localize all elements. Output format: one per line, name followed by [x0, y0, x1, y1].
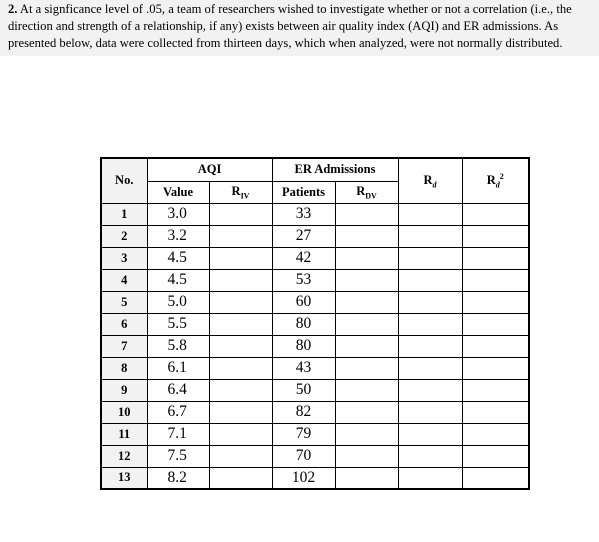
rd-squared-cell — [462, 401, 529, 423]
riv-cell — [209, 379, 272, 401]
rd-squared-cell — [462, 291, 529, 313]
header-riv: $R_{IV}$ — [209, 181, 272, 203]
aqi-value: 5.0 — [147, 291, 209, 313]
rdv-cell — [335, 269, 398, 291]
table-row — [101, 401, 529, 423]
riv-cell — [209, 401, 272, 423]
table-row — [101, 379, 529, 401]
problem-text: At a signficance level of .05, a team of researchers wished to investigate whether or not a correlation (i.e., the direction and strength of a relationship, if any) exists between air quality index (AQI) and ER admissions. As presented below, data were collected from thirteen days, which when analyzed, were not normally distributed. — [8, 2, 572, 50]
row-number: 4 — [101, 269, 147, 291]
rd-cell — [398, 247, 462, 269]
header-no: No. — [101, 158, 147, 203]
rd-cell — [398, 357, 462, 379]
riv-cell — [209, 291, 272, 313]
row-number: 7 — [101, 335, 147, 357]
rdv-cell — [335, 291, 398, 313]
aqi-value: 3.0 — [147, 203, 209, 225]
row-number: 1 — [101, 203, 147, 225]
aqi-value: 7.5 — [147, 445, 209, 467]
rd-squared-cell — [462, 203, 529, 225]
rdv-cell — [335, 423, 398, 445]
aqi-value: 6.1 — [147, 357, 209, 379]
rd-squared-cell — [462, 225, 529, 247]
patients-value: 60 — [272, 291, 335, 313]
rdv-cell — [335, 203, 398, 225]
riv-cell — [209, 313, 272, 335]
rdv-cell — [335, 401, 398, 423]
rd-cell — [398, 269, 462, 291]
rd-squared-cell — [462, 357, 529, 379]
rd-squared-cell — [462, 313, 529, 335]
rdv-cell — [335, 379, 398, 401]
row-number: 13 — [101, 467, 147, 489]
patients-value: 43 — [272, 357, 335, 379]
riv-cell — [209, 247, 272, 269]
riv-cell — [209, 445, 272, 467]
rdv-cell — [335, 357, 398, 379]
rdv-cell — [335, 247, 398, 269]
rd-squared-cell — [462, 269, 529, 291]
rd-squared-cell — [462, 467, 529, 489]
table-row — [101, 291, 529, 313]
header-aqi: AQI — [147, 158, 272, 181]
aqi-value: 8.2 — [147, 467, 209, 489]
row-number: 6 — [101, 313, 147, 335]
header-patients: Patients — [272, 181, 335, 203]
rd-squared-cell — [462, 379, 529, 401]
rd-cell — [398, 203, 462, 225]
table-row — [101, 203, 529, 225]
table-row — [101, 467, 529, 489]
row-number: 10 — [101, 401, 147, 423]
rd-cell — [398, 225, 462, 247]
patients-value: 50 — [272, 379, 335, 401]
patients-value: 82 — [272, 401, 335, 423]
rdv-cell — [335, 335, 398, 357]
rd-cell — [398, 313, 462, 335]
rdv-cell — [335, 445, 398, 467]
table-row — [101, 335, 529, 357]
patients-value: 70 — [272, 445, 335, 467]
aqi-value: 5.8 — [147, 335, 209, 357]
rd-cell — [398, 467, 462, 489]
aqi-value: 5.5 — [147, 313, 209, 335]
rdv-cell — [335, 313, 398, 335]
header-value: Value — [147, 181, 209, 203]
rd-squared-cell — [462, 445, 529, 467]
problem-statement — [0, 0, 599, 56]
rdv-cell — [335, 225, 398, 247]
table-row — [101, 313, 529, 335]
header-rdv: $R_{DV}$ — [335, 181, 398, 203]
table-row — [101, 269, 529, 291]
patients-value: 79 — [272, 423, 335, 445]
aqi-value: 7.1 — [147, 423, 209, 445]
patients-value: 80 — [272, 313, 335, 335]
rd-cell — [398, 401, 462, 423]
aqi-value: 4.5 — [147, 247, 209, 269]
rd-cell — [398, 379, 462, 401]
table-row — [101, 423, 529, 445]
row-number: 2 — [101, 225, 147, 247]
row-number: 5 — [101, 291, 147, 313]
table-row — [101, 225, 529, 247]
riv-cell — [209, 423, 272, 445]
riv-cell — [209, 335, 272, 357]
riv-cell — [209, 203, 272, 225]
row-number: 9 — [101, 379, 147, 401]
table-row — [101, 247, 529, 269]
rd-cell — [398, 423, 462, 445]
patients-value: 33 — [272, 203, 335, 225]
riv-cell — [209, 269, 272, 291]
riv-cell — [209, 225, 272, 247]
row-number: 8 — [101, 357, 147, 379]
aqi-value: 6.4 — [147, 379, 209, 401]
data-table — [100, 157, 530, 490]
row-number: 11 — [101, 423, 147, 445]
aqi-value: 6.7 — [147, 401, 209, 423]
patients-value: 80 — [272, 335, 335, 357]
rd-cell — [398, 335, 462, 357]
table-row — [101, 445, 529, 467]
rd-cell — [398, 445, 462, 467]
rd-squared-cell — [462, 423, 529, 445]
rd-cell — [398, 291, 462, 313]
aqi-value: 3.2 — [147, 225, 209, 247]
aqi-value: 4.5 — [147, 269, 209, 291]
header-er-admissions: ER Admissions — [272, 158, 398, 181]
patients-value: 53 — [272, 269, 335, 291]
patients-value: 27 — [272, 225, 335, 247]
rd-squared-cell — [462, 247, 529, 269]
row-number: 3 — [101, 247, 147, 269]
header-rd-squared: $R_d^2$ — [462, 158, 529, 203]
rd-squared-cell — [462, 335, 529, 357]
row-number: 12 — [101, 445, 147, 467]
patients-value: 42 — [272, 247, 335, 269]
riv-cell — [209, 467, 272, 489]
header-rd: $R_d$ — [398, 158, 462, 203]
riv-cell — [209, 357, 272, 379]
problem-number: 2. — [8, 2, 18, 16]
table-row — [101, 357, 529, 379]
patients-value: 102 — [272, 467, 335, 489]
rdv-cell — [335, 467, 398, 489]
